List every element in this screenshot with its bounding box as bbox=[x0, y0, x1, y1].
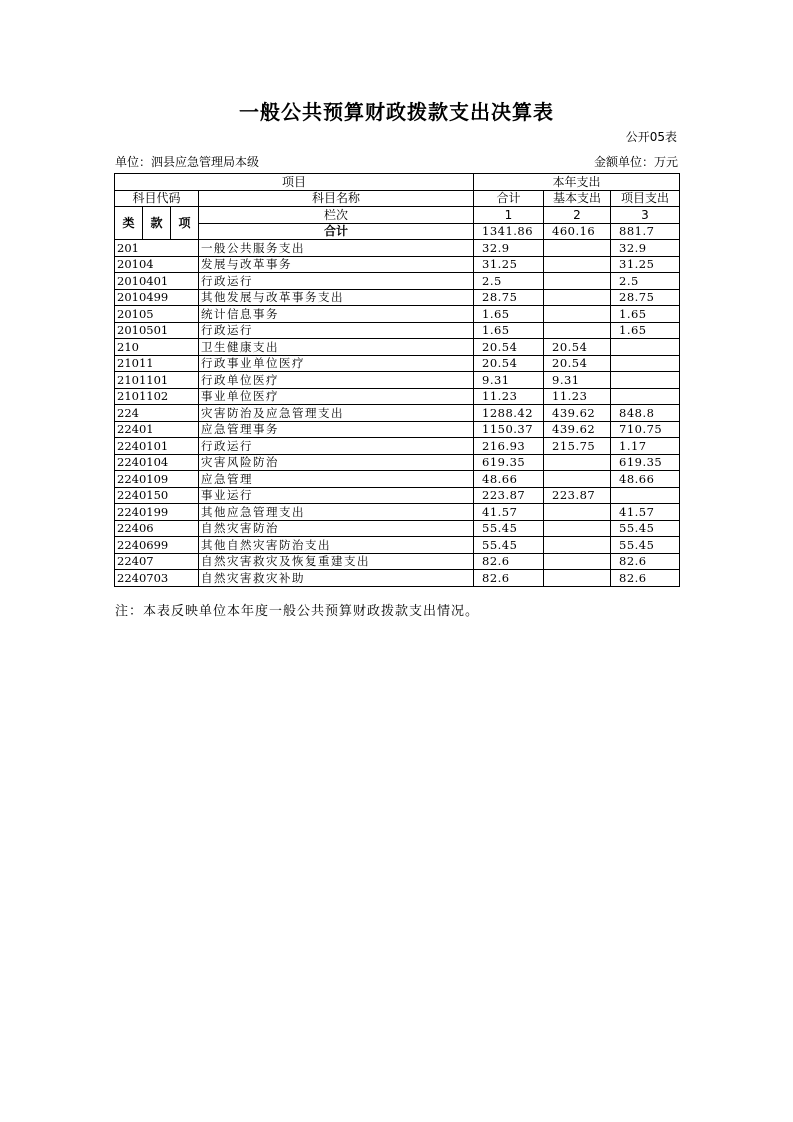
row-code: 21011 bbox=[115, 355, 199, 372]
row-name: 应急管理事务 bbox=[199, 421, 474, 438]
header-col3: 3 bbox=[611, 207, 680, 224]
row-name: 自然灾害救灾及恢复重建支出 bbox=[199, 553, 474, 570]
row-total: 55.45 bbox=[474, 520, 544, 537]
row-total: 20.54 bbox=[474, 355, 544, 372]
header-lei: 类 bbox=[115, 207, 143, 240]
row-total: 9.31 bbox=[474, 372, 544, 389]
row-basic: 439.62 bbox=[544, 421, 611, 438]
row-project bbox=[611, 388, 680, 405]
table-row bbox=[115, 273, 680, 290]
table-row bbox=[115, 372, 680, 389]
row-code: 2101101 bbox=[115, 372, 199, 389]
row-total: 48.66 bbox=[474, 471, 544, 488]
row-basic: 215.75 bbox=[544, 438, 611, 455]
row-code: 20104 bbox=[115, 256, 199, 273]
table-row bbox=[115, 421, 680, 438]
header-col1: 1 bbox=[474, 207, 544, 224]
row-code: 22407 bbox=[115, 553, 199, 570]
row-total: 20.54 bbox=[474, 339, 544, 356]
amount-unit: 金额单位：万元 bbox=[593, 155, 678, 169]
sum-label: 合计 bbox=[199, 223, 474, 240]
row-total: 82.6 bbox=[474, 570, 544, 587]
row-name: 一般公共服务支出 bbox=[199, 240, 474, 257]
table-note: 注：本表反映单位本年度一般公共预算财政拨款支出情况。 bbox=[115, 604, 480, 619]
row-basic bbox=[544, 273, 611, 290]
row-name: 灾害防治及应急管理支出 bbox=[199, 405, 474, 422]
row-code: 22406 bbox=[115, 520, 199, 537]
table-row bbox=[115, 339, 680, 356]
row-basic bbox=[544, 240, 611, 257]
sum-project: 881.7 bbox=[611, 223, 680, 240]
row-code: 22401 bbox=[115, 421, 199, 438]
header-col2: 2 bbox=[544, 207, 611, 224]
table-row bbox=[115, 537, 680, 554]
row-name: 自然灾害救灾补助 bbox=[199, 570, 474, 587]
table-row bbox=[115, 487, 680, 504]
row-project: 710.75 bbox=[611, 421, 680, 438]
table-row bbox=[115, 454, 680, 471]
row-project: 31.25 bbox=[611, 256, 680, 273]
row-total: 28.75 bbox=[474, 289, 544, 306]
row-total: 41.57 bbox=[474, 504, 544, 521]
row-name: 行政单位医疗 bbox=[199, 372, 474, 389]
row-project: 48.66 bbox=[611, 471, 680, 488]
header-row-3 bbox=[115, 207, 680, 224]
row-total: 82.6 bbox=[474, 553, 544, 570]
row-total: 32.9 bbox=[474, 240, 544, 257]
row-name: 发展与改革事务 bbox=[199, 256, 474, 273]
row-code: 2240109 bbox=[115, 471, 199, 488]
row-code: 2240199 bbox=[115, 504, 199, 521]
row-project: 55.45 bbox=[611, 520, 680, 537]
header-row-1 bbox=[115, 174, 680, 191]
row-basic: 439.62 bbox=[544, 405, 611, 422]
row-project bbox=[611, 372, 680, 389]
row-code: 201 bbox=[115, 240, 199, 257]
row-basic bbox=[544, 504, 611, 521]
row-project: 1.17 bbox=[611, 438, 680, 455]
table-row bbox=[115, 520, 680, 537]
header-column-no: 栏次 bbox=[199, 207, 474, 224]
row-name: 行政运行 bbox=[199, 322, 474, 339]
row-basic: 223.87 bbox=[544, 487, 611, 504]
table-row bbox=[115, 256, 680, 273]
page-title: 一般公共预算财政拨款支出决算表 bbox=[239, 100, 554, 124]
header-xiang: 项 bbox=[171, 207, 199, 240]
row-basic: 20.54 bbox=[544, 339, 611, 356]
row-total: 2.5 bbox=[474, 273, 544, 290]
row-project: 82.6 bbox=[611, 553, 680, 570]
row-name: 统计信息事务 bbox=[199, 306, 474, 323]
table-row bbox=[115, 553, 680, 570]
row-project: 2.5 bbox=[611, 273, 680, 290]
row-total: 1150.37 bbox=[474, 421, 544, 438]
row-code: 2240104 bbox=[115, 454, 199, 471]
row-code: 2240699 bbox=[115, 537, 199, 554]
row-total: 31.25 bbox=[474, 256, 544, 273]
row-basic bbox=[544, 570, 611, 587]
header-kuan: 款 bbox=[143, 207, 171, 240]
row-total: 1288.42 bbox=[474, 405, 544, 422]
unit-name: 单位：泗县应急管理局本级 bbox=[115, 155, 260, 169]
table-row bbox=[115, 306, 680, 323]
header-project: 项目支出 bbox=[611, 190, 680, 207]
row-project bbox=[611, 355, 680, 372]
table-row bbox=[115, 405, 680, 422]
row-project: 28.75 bbox=[611, 289, 680, 306]
row-name: 行政事业单位医疗 bbox=[199, 355, 474, 372]
row-basic bbox=[544, 553, 611, 570]
row-name: 其他发展与改革事务支出 bbox=[199, 289, 474, 306]
row-name: 灾害风险防治 bbox=[199, 454, 474, 471]
row-total: 223.87 bbox=[474, 487, 544, 504]
row-name: 卫生健康支出 bbox=[199, 339, 474, 356]
table-row bbox=[115, 471, 680, 488]
row-basic bbox=[544, 520, 611, 537]
row-name: 应急管理 bbox=[199, 471, 474, 488]
sum-total: 1341.86 bbox=[474, 223, 544, 240]
row-basic bbox=[544, 537, 611, 554]
row-name: 事业运行 bbox=[199, 487, 474, 504]
row-code: 20105 bbox=[115, 306, 199, 323]
row-basic bbox=[544, 289, 611, 306]
row-basic bbox=[544, 471, 611, 488]
table-row bbox=[115, 240, 680, 257]
table-row bbox=[115, 388, 680, 405]
row-project: 848.8 bbox=[611, 405, 680, 422]
row-total: 216.93 bbox=[474, 438, 544, 455]
row-project: 41.57 bbox=[611, 504, 680, 521]
row-name: 其他应急管理支出 bbox=[199, 504, 474, 521]
table-row bbox=[115, 289, 680, 306]
row-basic bbox=[544, 322, 611, 339]
row-total: 1.65 bbox=[474, 322, 544, 339]
row-name: 行政运行 bbox=[199, 273, 474, 290]
row-code: 2010401 bbox=[115, 273, 199, 290]
row-code: 2240703 bbox=[115, 570, 199, 587]
header-basic: 基本支出 bbox=[544, 190, 611, 207]
row-project: 55.45 bbox=[611, 537, 680, 554]
row-total: 11.23 bbox=[474, 388, 544, 405]
table-row bbox=[115, 322, 680, 339]
header-item: 项目 bbox=[115, 174, 474, 191]
row-total: 55.45 bbox=[474, 537, 544, 554]
row-name: 自然灾害防治 bbox=[199, 520, 474, 537]
row-project: 32.9 bbox=[611, 240, 680, 257]
row-code: 2240101 bbox=[115, 438, 199, 455]
header-subject-name: 科目名称 bbox=[199, 190, 474, 207]
row-project: 1.65 bbox=[611, 306, 680, 323]
row-name: 其他自然灾害防治支出 bbox=[199, 537, 474, 554]
row-project bbox=[611, 487, 680, 504]
row-basic bbox=[544, 256, 611, 273]
sum-row bbox=[115, 223, 680, 240]
header-subject-code: 科目代码 bbox=[115, 190, 199, 207]
row-basic: 20.54 bbox=[544, 355, 611, 372]
expenditure-table bbox=[114, 173, 680, 587]
row-code: 2101102 bbox=[115, 388, 199, 405]
row-basic bbox=[544, 306, 611, 323]
row-code: 2240150 bbox=[115, 487, 199, 504]
row-name: 行政运行 bbox=[199, 438, 474, 455]
row-code: 2010501 bbox=[115, 322, 199, 339]
header-row-2 bbox=[115, 190, 680, 207]
row-project: 82.6 bbox=[611, 570, 680, 587]
form-code: 公开05表 bbox=[625, 130, 677, 144]
row-name: 事业单位医疗 bbox=[199, 388, 474, 405]
row-code: 2010499 bbox=[115, 289, 199, 306]
row-basic: 11.23 bbox=[544, 388, 611, 405]
row-total: 619.35 bbox=[474, 454, 544, 471]
table-row bbox=[115, 355, 680, 372]
table-row bbox=[115, 570, 680, 587]
table-row bbox=[115, 438, 680, 455]
header-total: 合计 bbox=[474, 190, 544, 207]
table-row bbox=[115, 504, 680, 521]
row-total: 1.65 bbox=[474, 306, 544, 323]
row-code: 224 bbox=[115, 405, 199, 422]
row-project bbox=[611, 339, 680, 356]
row-project: 619.35 bbox=[611, 454, 680, 471]
row-project: 1.65 bbox=[611, 322, 680, 339]
row-basic bbox=[544, 454, 611, 471]
sum-basic: 460.16 bbox=[544, 223, 611, 240]
row-basic: 9.31 bbox=[544, 372, 611, 389]
row-code: 210 bbox=[115, 339, 199, 356]
header-current-year: 本年支出 bbox=[474, 174, 680, 191]
